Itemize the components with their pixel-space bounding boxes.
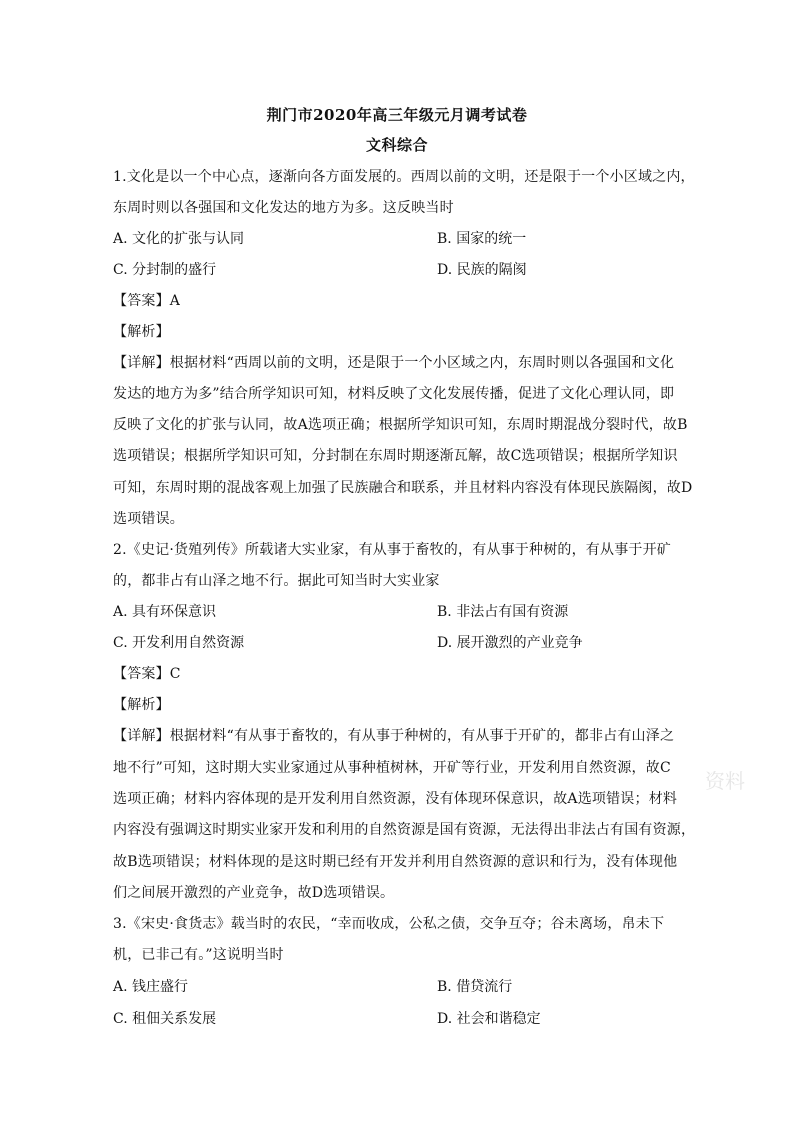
q1-stem-line-1: 1.文化是以一个中心点，逐渐向各方面发展的。西周以前的文明，还是限于一个小区域之内，	[113, 169, 695, 185]
q2-detail-line-6: 们之间展开激烈的产业竞争，故D选项错误。	[113, 885, 395, 901]
q2-stem-line-1: 2.《史记·货殖列传》所载诸大实业家，有从事于畜牧的，有从事于种树的，有从事于开矿	[113, 542, 672, 558]
q1-analysis-label: 【解析】	[113, 324, 170, 340]
q1-option-d: D. 民族的隔阂	[437, 262, 527, 278]
q2-option-b: B. 非法占有国有资源	[437, 604, 569, 620]
q2-detail-line-4: 内容没有强调这时期实业家开发和利用的自然资源是国有资源，无法得出非法占有国有资源，	[113, 822, 696, 838]
q1-stem-line-2: 东周时则以各强国和文化发达的地方为多。这反映当时	[113, 200, 454, 216]
q2-answer: 【答案】C	[113, 666, 181, 682]
q2-stem-line-2: 的，都非占有山泽之地不行。据此可知当时大实业家	[113, 573, 440, 589]
q2-option-d: D. 展开激烈的产业竞争	[437, 635, 583, 651]
q3-option-d: D. 社会和谐稳定	[437, 1011, 541, 1027]
q1-detail-line-1: 【详解】根据材料“西周以前的文明，还是限于一个小区域之内，东周时则以各强国和文化	[113, 355, 675, 371]
q2-detail-line-3: 选项正确；材料内容体现的是开发利用自然资源，没有体现环保意识，故A选项错误；材料	[113, 791, 678, 807]
q2-detail-line-2: 地不行”可知，这时期大实业家通过从事种植树林，开矿等行业，开发利用自然资源，故C	[113, 760, 671, 776]
q1-option-b: B. 国家的统一	[437, 231, 527, 247]
q3-option-c: C. 租佃关系发展	[113, 1011, 217, 1027]
q1-option-a: A. 文化的扩张与认同	[113, 231, 245, 247]
q1-detail-line-3: 反映了文化的扩张与认同，故A选项正确；根据所学知识可知，东周时期混战分裂时代，故B	[113, 417, 688, 433]
q1-detail-line-2: 发达的地方为多”结合所学知识可知，材料反映了文化发展传播，促进了文化心理认同，即	[113, 386, 675, 402]
q3-stem-line-1: 3.《宋史·食货志》载当时的农民，“幸而收成，公私之债，交争互夺；谷未离场，帛未下	[113, 916, 665, 932]
q1-option-c: C. 分封制的盛行	[113, 262, 217, 278]
q2-detail-line-1: 【详解】根据材料“有从事于畜牧的，有从事于种树的，有从事于开矿的，都非占有山泽之	[113, 728, 675, 744]
q2-option-c: C. 开发利用自然资源	[113, 635, 245, 651]
q2-option-a: A. 具有环保意识	[113, 604, 217, 620]
exam-title: 荆门市2020年高三年级元月调考试卷	[266, 106, 528, 124]
q1-detail-line-5: 可知，东周时期的混战客观上加强了民族融合和联系，并且材料内容没有体现民族隔阂，故D	[113, 480, 693, 496]
q2-analysis-label: 【解析】	[113, 697, 170, 713]
q3-stem-line-2: 机，已非己有。”这说明当时	[113, 947, 284, 963]
q3-option-a: A. 钱庄盛行	[113, 979, 189, 995]
exam-subtitle: 文科综合	[365, 136, 428, 154]
q2-detail-line-5: 故B选项错误；材料体现的是这时期已经有开发并利用自然资源的意识和行为，没有体现他	[113, 854, 678, 870]
faint-watermark: 资料	[705, 769, 745, 793]
q3-option-b: B. 借贷流行	[437, 979, 513, 995]
q1-detail-line-6: 选项错误。	[113, 511, 184, 527]
q1-detail-line-4: 选项错误；根据所学知识可知，分封制在东周时期逐渐瓦解，故C选项错误；根据所学知识	[113, 448, 678, 464]
q1-answer: 【答案】A	[113, 293, 181, 309]
